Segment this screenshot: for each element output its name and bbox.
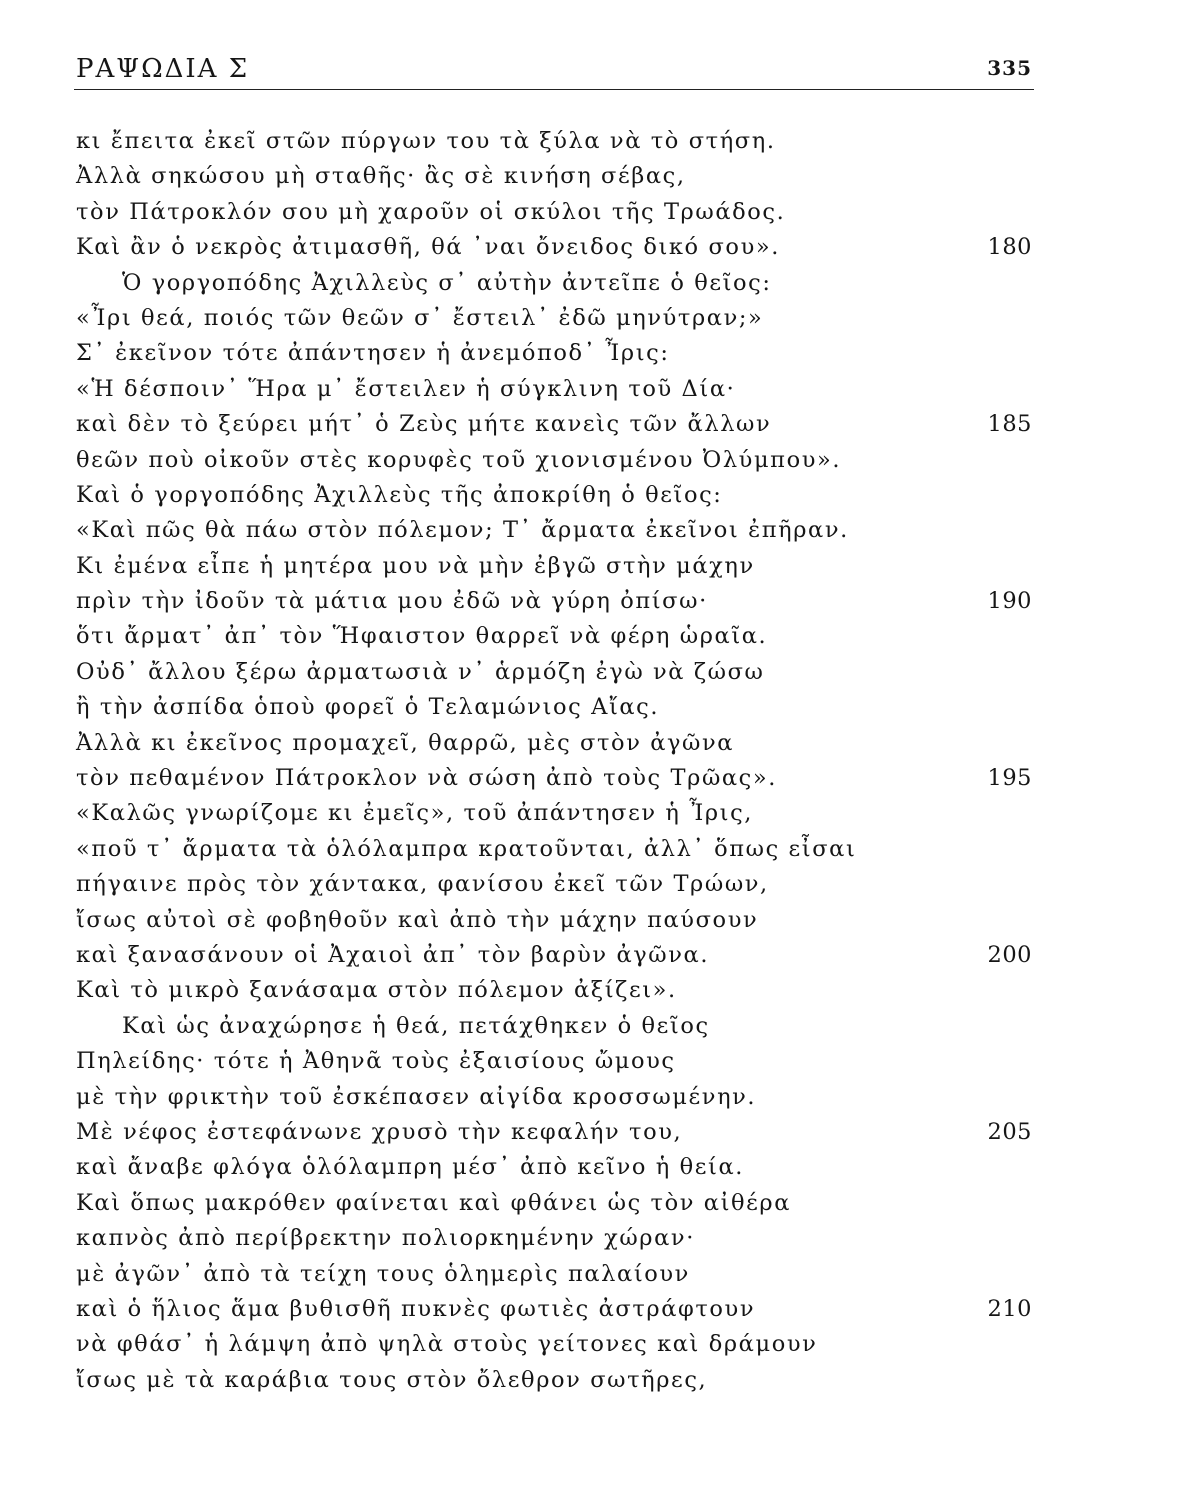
verse-line (76, 584, 1036, 619)
verse-text: τὸν Πάτροκλόν σου μὴ χαροῦν οἱ σκύλοι τῆς Τρωάδος. (76, 198, 786, 225)
verse-line (76, 478, 1036, 513)
verse-line (76, 1257, 1036, 1292)
verse-line (76, 1186, 1036, 1221)
running-title: ΡΑΨΩΔΙΑ Σ (76, 54, 250, 84)
line-number: 205 (987, 1118, 1032, 1145)
verse-block (76, 124, 1036, 1398)
verse-line (76, 1363, 1036, 1398)
verse-text: ὅτι ἄρματ᾿ ἀπ᾿ τὸν Ἥφαιστον θαρρεῖ νὰ φέρη ὡραῖα. (76, 623, 768, 650)
verse-text: «ποῦ τ᾿ ἄρματα τὰ ὁλόλαμπρα κρατοῦνται, ἀλλ᾿ ὅπως εἶσαι (76, 835, 857, 862)
verse-text: τὸν πεθαμένον Πάτροκλον νὰ σώση ἀπὸ τοὺς Τρῶας». (76, 765, 777, 792)
verse-line (76, 230, 1036, 265)
verse-text: Ἀλλὰ σηκώσου μὴ σταθῆς· ἂς σὲ κινήση σέβας, (76, 163, 686, 190)
verse-text: «Καὶ πῶς θὰ πάω στὸν πόλεμον; Τ᾿ ἄρματα ἐκεῖνοι ἐπῆραν. (76, 517, 849, 544)
verse-line (76, 1080, 1036, 1115)
verse-text: Καὶ ὅπως μακρόθεν φαίνεται καὶ φθάνει ὡς τὸν αἰθέρα (76, 1189, 792, 1216)
verse-line (76, 195, 1036, 230)
verse-text: Ὁ γοργοπόδης Ἀχιλλεὺς σ᾿ αὐτὴν ἀντεῖπε ὁ θεῖος: (122, 269, 772, 296)
verse-line (76, 549, 1036, 584)
verse-line (76, 1044, 1036, 1079)
line-number: 185 (987, 411, 1032, 438)
line-number: 190 (987, 588, 1032, 615)
verse-text: «Ἶρι θεά, ποιός τῶν θεῶν σ᾿ ἔστειλ᾿ ἐδῶ μηνύτραν;» (76, 304, 764, 331)
verse-line (76, 1327, 1036, 1362)
verse-line (76, 124, 1036, 159)
verse-line (76, 1221, 1036, 1256)
verse-text: Καὶ ἂν ὁ νεκρὸς ἀτιμασθῆ, θά ᾿ναι ὄνειδος δικό σου». (76, 234, 780, 261)
verse-text: θεῶν ποὺ οἰκοῦν στὲς κορυφὲς τοῦ χιονισμένου Ὀλύμπου». (76, 446, 842, 473)
verse-text: «Καλῶς γνωρίζομε κι ἐμεῖς», τοῦ ἀπάντησεν ἡ Ἶρις, (76, 800, 754, 827)
verse-line (76, 1009, 1036, 1044)
verse-text: «Ἡ δέσποιν᾿ Ἥρα μ᾿ ἔστειλεν ἡ σύγκλινη τοῦ Δία· (76, 375, 736, 402)
verse-text: κι ἔπειτα ἐκεῖ στῶν πύργων του τὰ ξύλα νὰ τὸ στήση. (76, 128, 776, 154)
verse-line (76, 159, 1036, 194)
verse-text: καὶ ἄναβε φλόγα ὁλόλαμπρη μέσ᾿ ἀπὸ κεῖνο ἡ θεία. (76, 1154, 744, 1181)
verse-text: ἴσως μὲ τὰ καράβια τους στὸν ὄλεθρον σωτῆρες, (76, 1366, 708, 1393)
verse-line (76, 1150, 1036, 1185)
verse-text: Οὐδ᾿ ἄλλου ξέρω ἀρματωσιὰ ν᾿ ἁρμόζη ἐγὼ νὰ ζώσω (76, 658, 765, 685)
verse-line (76, 761, 1036, 796)
verse-text: Ἀλλὰ κι ἐκεῖνος προμαχεῖ, θαρρῶ, μὲς στὸν ἀγῶνα (76, 729, 735, 756)
verse-line (76, 973, 1036, 1008)
verse-line (76, 407, 1036, 442)
verse-text: Καὶ τὸ μικρὸ ξανάσαμα στὸν πόλεμον ἀξίζει». (76, 977, 677, 1004)
verse-text: καὶ ὁ ἥλιος ἅμα βυθισθῆ πυκνὲς φωτιὲς ἀστράφτουν (76, 1295, 756, 1322)
verse-text: Καὶ ὡς ἀναχώρησε ἡ θεά, πετάχθηκεν ὁ θεῖος (122, 1012, 710, 1039)
verse-text: πήγαινε πρὸς τὸν χάντακα, φανίσου ἐκεῖ τῶν Τρώων, (76, 871, 769, 898)
verse-line (76, 1292, 1036, 1327)
verse-text: καὶ δὲν τὸ ξεύρει μήτ᾿ ὁ Ζεὺς μήτε κανεὶς τῶν ἄλλων (76, 411, 772, 438)
verse-line (76, 655, 1036, 690)
verse-line (76, 796, 1036, 831)
verse-text: Μὲ νέφος ἐστεφάνωνε χρυσὸ τὴν κεφαλήν του, (76, 1118, 683, 1145)
line-number: 180 (987, 234, 1032, 261)
running-head (76, 54, 1034, 88)
verse-line (76, 690, 1036, 725)
line-number: 200 (987, 941, 1032, 968)
verse-text: μὲ τὴν φρικτὴν τοῦ ἐσκέπασεν αἰγίδα κροσσωμένην. (76, 1083, 757, 1110)
verse-line (76, 266, 1036, 301)
line-number: 210 (987, 1295, 1032, 1322)
verse-line (76, 301, 1036, 336)
verse-text: Σ᾿ ἐκεῖνον τότε ἀπάντησεν ἡ ἀνεμόποδ᾿ Ἶρις: (76, 340, 670, 367)
verse-text: καὶ ξανασάνουν οἱ Ἀχαιοὶ ἀπ᾿ τὸν βαρὺν ἀγῶνα. (76, 941, 710, 968)
verse-line (76, 938, 1036, 973)
verse-line (76, 726, 1036, 761)
verse-text: ἢ τὴν ἀσπίδα ὁποὺ φορεῖ ὁ Τελαμώνιος Αἴας. (76, 694, 660, 721)
verse-text: νὰ φθάσ᾿ ἡ λάμψη ἀπὸ ψηλὰ στοὺς γείτονες καὶ δράμουν (76, 1331, 818, 1358)
verse-text: πρὶν τὴν ἰδοῦν τὰ μάτια μου ἐδῶ νὰ γύρη ὀπίσω· (76, 588, 708, 615)
verse-line (76, 867, 1036, 902)
verse-line (76, 903, 1036, 938)
verse-text: Καὶ ὁ γοργοπόδης Ἀχιλλεὺς τῆς ἀποκρίθη ὁ θεῖος: (76, 481, 723, 508)
line-number: 195 (987, 765, 1032, 792)
verse-line (76, 336, 1036, 371)
verse-line (76, 1115, 1036, 1150)
verse-text: ἴσως αὐτοὶ σὲ φοβηθοῦν καὶ ἀπὸ τὴν μάχην παύσουν (76, 906, 759, 933)
verse-text: Πηλείδης· τότε ἡ Ἀθηνᾶ τοὺς ἐξαισίους ὤμους (76, 1048, 676, 1075)
verse-line (76, 513, 1036, 548)
verse-text: μὲ ἀγῶν᾿ ἀπὸ τὰ τείχη τους ὁλημερὶς παλαίουν (76, 1260, 690, 1287)
verse-line (76, 832, 1036, 867)
verse-text: Κι ἐμένα εἶπε ἡ μητέρα μου νὰ μὴν ἐβγῶ στὴν μάχην (76, 552, 755, 579)
header-rule (74, 89, 1034, 90)
verse-line (76, 443, 1036, 478)
verse-text: καπνὸς ἀπὸ περίβρεκτην πολιορκημένην χώραν· (76, 1225, 695, 1252)
verse-line (76, 372, 1036, 407)
verse-line (76, 619, 1036, 654)
page-number: 335 (987, 56, 1032, 80)
